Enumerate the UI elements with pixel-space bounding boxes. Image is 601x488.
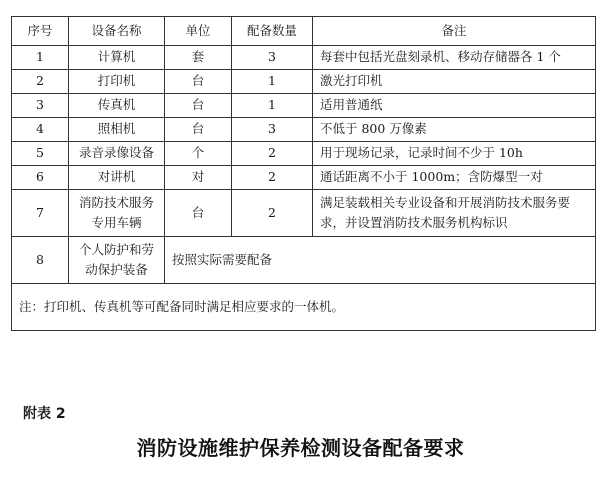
cell-name: 打印机 [69, 70, 165, 94]
cell-name: 计算机 [69, 46, 165, 70]
header-remark: 备注 [313, 17, 596, 46]
cell-no: 1 [12, 46, 69, 70]
table-row [12, 142, 596, 166]
cell-unit: 台 [165, 94, 232, 118]
cell-qty: 2 [232, 166, 313, 190]
table-header-row [12, 17, 596, 46]
cell-no: 7 [12, 190, 69, 237]
cell-no: 4 [12, 118, 69, 142]
cell-name: 消防技术服务专用车辆 [69, 190, 165, 237]
cell-remark: 满足装载相关专业设备和开展消防技术服务要求，并设置消防技术服务机构标识 [313, 190, 596, 237]
cell-name: 录音录像设备 [69, 142, 165, 166]
cell-qty: 1 [232, 94, 313, 118]
table-row [12, 94, 596, 118]
header-name: 设备名称 [69, 17, 165, 46]
table-row [12, 190, 596, 237]
cell-unit: 台 [165, 118, 232, 142]
cell-unit: 台 [165, 190, 232, 237]
cell-unit: 个 [165, 142, 232, 166]
cell-name: 个人防护和劳动保护装备 [69, 237, 165, 284]
cell-qty: 1 [232, 70, 313, 94]
cell-name: 照相机 [69, 118, 165, 142]
cell-remark: 每套中包括光盘刻录机、移动存储器各 1 个 [313, 46, 596, 70]
cell-no: 2 [12, 70, 69, 94]
cell-qty: 3 [232, 46, 313, 70]
cell-remark: 通话距离不小于 1000m；含防爆型一对 [313, 166, 596, 190]
cell-no: 8 [12, 237, 69, 284]
table-note-row [12, 284, 596, 331]
cell-qty: 2 [232, 142, 313, 166]
cell-unit: 台 [165, 70, 232, 94]
cell-no: 5 [12, 142, 69, 166]
cell-qty: 3 [232, 118, 313, 142]
table-row [12, 237, 596, 284]
header-no: 序号 [12, 17, 69, 46]
cell-name: 传真机 [69, 94, 165, 118]
cell-name: 对讲机 [69, 166, 165, 190]
cell-no: 3 [12, 94, 69, 118]
cell-remark: 用于现场记录，记录时间不少于 10h [313, 142, 596, 166]
document-title: 消防设施维护保养检测设备配备要求 [136, 436, 465, 460]
table-row [12, 70, 596, 94]
cell-unit: 套 [165, 46, 232, 70]
table-note: 注：打印机、传真机等可配备同时满足相应要求的一体机。 [12, 284, 596, 331]
table-row [12, 46, 596, 70]
cell-unit: 对 [165, 166, 232, 190]
cell-no: 6 [12, 166, 69, 190]
equipment-table [11, 16, 596, 331]
header-qty: 配备数量 [232, 17, 313, 46]
table-row [12, 166, 596, 190]
cell-remark: 适用普通纸 [313, 94, 596, 118]
cell-remark: 不低于 800 万像素 [313, 118, 596, 142]
table-row [12, 118, 596, 142]
cell-remark: 按照实际需要配备 [165, 237, 596, 284]
cell-remark: 激光打印机 [313, 70, 596, 94]
appendix-label: 附表 2 [23, 406, 66, 422]
header-unit: 单位 [165, 17, 232, 46]
cell-qty: 2 [232, 190, 313, 237]
